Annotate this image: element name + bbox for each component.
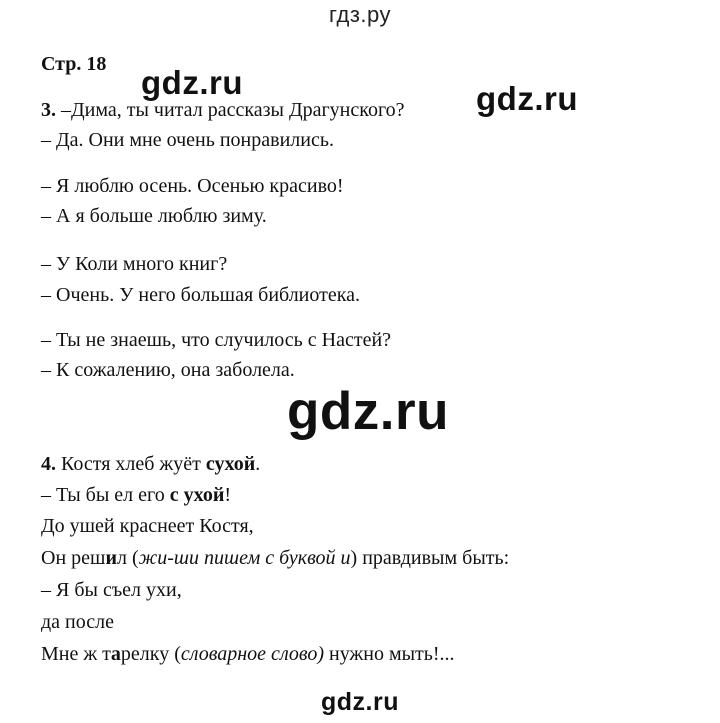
watermark-3: gdz.ru	[287, 382, 449, 441]
task3-number: 3.	[41, 99, 56, 121]
bold-word: сухой	[205, 453, 256, 475]
task4-text: л (	[116, 547, 139, 569]
task4-line-2	[41, 483, 231, 507]
watermark-top: гдз.ру	[328, 2, 392, 27]
bold-word: с ухой	[169, 484, 225, 506]
task4-number: 4.	[41, 453, 56, 475]
task3-line-5: – У Коли много книг?	[41, 253, 228, 275]
task3-line-6: – Очень. У него большая библиотека.	[41, 284, 361, 306]
dictionary-note: словарное слово)	[180, 643, 324, 665]
task4-line-7	[41, 642, 455, 666]
punct: !	[224, 484, 232, 506]
task4-text: Мне ж т	[41, 643, 111, 665]
bold-letter: а	[110, 643, 121, 665]
task4-line-1	[41, 452, 260, 476]
page-header: Стр. 18	[41, 53, 107, 75]
task3-line-7: – Ты не знаешь, что случилось с Настей?	[41, 329, 392, 351]
task3-line-4: – А я больше люблю зиму.	[41, 205, 267, 227]
task3-line-8: – К сожалению, она заболела.	[41, 359, 295, 381]
task3-text-1: –Дима, ты читал рассказы Драгунского?	[56, 99, 405, 121]
watermark-2: gdz.ru	[476, 80, 578, 117]
watermark-bottom: gdz.ru	[321, 688, 399, 716]
task4-line-5: – Я бы съел ухи,	[41, 579, 182, 601]
task4-text: Он реш	[41, 547, 106, 569]
task4-line-3: До ушей краснеет Костя,	[41, 515, 254, 537]
task4-text: – Ты бы ел его	[41, 484, 170, 506]
task3-line-3: – Я люблю осень. Осенью красиво!	[41, 175, 344, 197]
task4-text: Костя хлеб жуёт	[56, 453, 206, 475]
task3-line-2: – Да. Они мне очень понравились.	[41, 129, 334, 151]
bold-letter: и	[105, 547, 117, 569]
task4-text: релку (	[120, 643, 181, 665]
task4-line-6: да после	[41, 611, 114, 633]
task4-text: нужно мыть!...	[323, 643, 455, 665]
watermark-1: gdz.ru	[141, 64, 243, 101]
task4-line-4	[41, 546, 509, 570]
task4-text: ) правдивым быть:	[350, 547, 510, 569]
punct: .	[255, 453, 261, 475]
rule-note: жи-ши пишем с буквой и	[138, 547, 351, 569]
